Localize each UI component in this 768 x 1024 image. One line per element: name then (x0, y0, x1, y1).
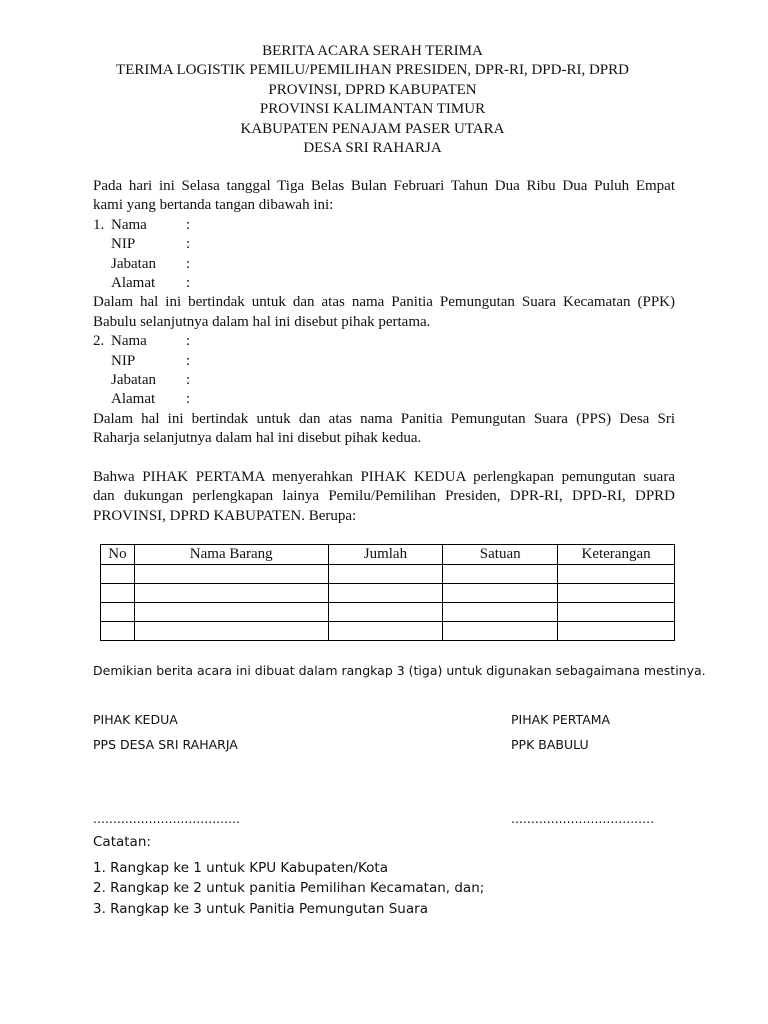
table-cell[interactable] (558, 565, 675, 584)
party-1-nip-field (93, 235, 675, 254)
field-separator: : (186, 391, 191, 408)
field-label: Nama (111, 216, 147, 233)
party-2-alamat-field (93, 390, 675, 409)
intro-line-2: kami yang bertanda tangan dibawah ini: (93, 197, 334, 214)
table-cell[interactable] (443, 603, 558, 622)
intro-line-1: Pada hari ini Selasa tanggal Tiga Belas Bulan Februari Tahun Dua Ribu Dua Puluh Empat (93, 178, 675, 194)
field-separator: : (186, 333, 191, 350)
table-cell[interactable] (101, 622, 135, 641)
title-line-3: PROVINSI, DPRD KABUPATEN (268, 81, 477, 98)
field-label: NIP (111, 352, 136, 369)
table-cell[interactable] (443, 622, 558, 641)
field-label: Alamat (111, 391, 156, 408)
field-separator: : (186, 236, 191, 253)
header-nama-barang: Nama Barang (134, 545, 328, 565)
table-cell[interactable] (328, 565, 443, 584)
title-line-2: TERIMA LOGISTIK PEMILU/PEMILIHAN PRESIDEN, DPR-RI, DPD-RI, DPRD (116, 62, 629, 79)
party-2-name-field (93, 332, 675, 351)
note-item-1: 1. Rangkap ke 1 untuk KPU Kabupaten/Kota (93, 860, 388, 876)
party-2-fields (93, 332, 675, 410)
table-cell[interactable] (328, 622, 443, 641)
field-separator: : (186, 255, 191, 272)
left-signature-role: PIHAK KEDUA (93, 712, 178, 727)
table-row (101, 584, 675, 603)
party-1-alamat-field (93, 274, 675, 293)
table-cell[interactable] (558, 622, 675, 641)
party-2-number: 2. (93, 333, 105, 350)
table-row (101, 565, 675, 584)
closing-statement: Demikian berita acara ini dibuat dalam rangkap 3 (tiga) untuk digunakan sebagaimana mestinya. (93, 663, 706, 678)
table-cell[interactable] (101, 565, 135, 584)
table-cell[interactable] (328, 584, 443, 603)
field-label: Alamat (111, 275, 156, 292)
note-item-2: 2. Rangkap ke 2 untuk panitia Pemilihan Kecamatan, dan; (93, 880, 485, 896)
field-separator: : (186, 216, 191, 233)
table-cell[interactable] (558, 584, 675, 603)
party-1-name-field (93, 216, 675, 235)
table-cell[interactable] (101, 603, 135, 622)
handover-line-1: Bahwa PIHAK PERTAMA menyerahkan PIHAK KEDUA perlengkapan pemungutan suara (93, 468, 675, 485)
left-signature-org: PPS DESA SRI RAHARJA (93, 737, 238, 752)
right-signature-org: PPK BABULU (511, 737, 589, 752)
handover-line-3: PROVINSI, DPRD KABUPATEN. Berupa: (93, 507, 357, 524)
header-satuan: Satuan (443, 545, 558, 565)
party-1-statement-line-2: Babulu selanjutnya dalam hal ini disebut pihak pertama. (93, 313, 431, 330)
field-label: Nama (111, 333, 147, 350)
table-cell[interactable] (134, 622, 328, 641)
party-2-statement-line-1: Dalam hal ini bertindak untuk dan atas nama Panitia Pemungutan Suara (PPS) Desa Sri (93, 410, 675, 427)
table-header-row (101, 545, 675, 565)
party-1-statement-line-1: Dalam hal ini bertindak untuk dan atas nama Panitia Pemungutan Suara Kecamatan (PPK) (93, 294, 675, 311)
table-cell[interactable] (443, 565, 558, 584)
document-title (0, 42, 745, 158)
table-cell[interactable] (558, 603, 675, 622)
field-separator: : (186, 352, 191, 369)
table-cell[interactable] (134, 603, 328, 622)
party-2-jabatan-field (93, 371, 675, 390)
field-label: Jabatan (111, 372, 156, 389)
table-cell[interactable] (443, 584, 558, 603)
note-item-3: 3. Rangkap ke 3 untuk Panitia Pemungutan Suara (93, 901, 428, 917)
right-signature-line: .................................... (511, 811, 655, 826)
title-line-5: KABUPATEN PENAJAM PASER UTARA (240, 120, 505, 137)
document-body (93, 177, 675, 526)
table-cell[interactable] (134, 565, 328, 584)
header-keterangan: Keterangan (558, 545, 675, 565)
table-cell[interactable] (134, 584, 328, 603)
items-table (100, 544, 675, 641)
table-cell[interactable] (328, 603, 443, 622)
party-2-statement-line-2: Raharja selanjutnya dalam hal ini disebut pihak kedua. (93, 430, 422, 447)
field-label: NIP (111, 236, 136, 253)
field-label: Jabatan (111, 255, 156, 272)
title-line-4: PROVINSI KALIMANTAN TIMUR (259, 101, 486, 118)
party-1-number: 1. (93, 216, 105, 233)
title-line-6: DESA SRI RAHARJA (303, 140, 442, 157)
header-no: No (101, 545, 135, 565)
notes-heading: Catatan: (93, 834, 151, 850)
header-jumlah: Jumlah (328, 545, 443, 565)
table-cell[interactable] (101, 584, 135, 603)
table-row (101, 622, 675, 641)
left-signature-line: ..................................... (93, 811, 241, 826)
right-signature-role: PIHAK PERTAMA (511, 712, 611, 727)
field-separator: : (186, 275, 191, 292)
party-1-jabatan-field (93, 255, 675, 274)
party-1-fields (93, 216, 675, 294)
field-separator: : (186, 372, 191, 389)
table-row (101, 603, 675, 622)
handover-line-2: dan dukungan perlengkapan lainya Pemilu/Pemilihan Presiden, DPR-RI, DPD-RI, DPRD (93, 488, 675, 505)
title-line-1: BERITA ACARA SERAH TERIMA (262, 43, 483, 59)
party-2-nip-field (93, 352, 675, 371)
